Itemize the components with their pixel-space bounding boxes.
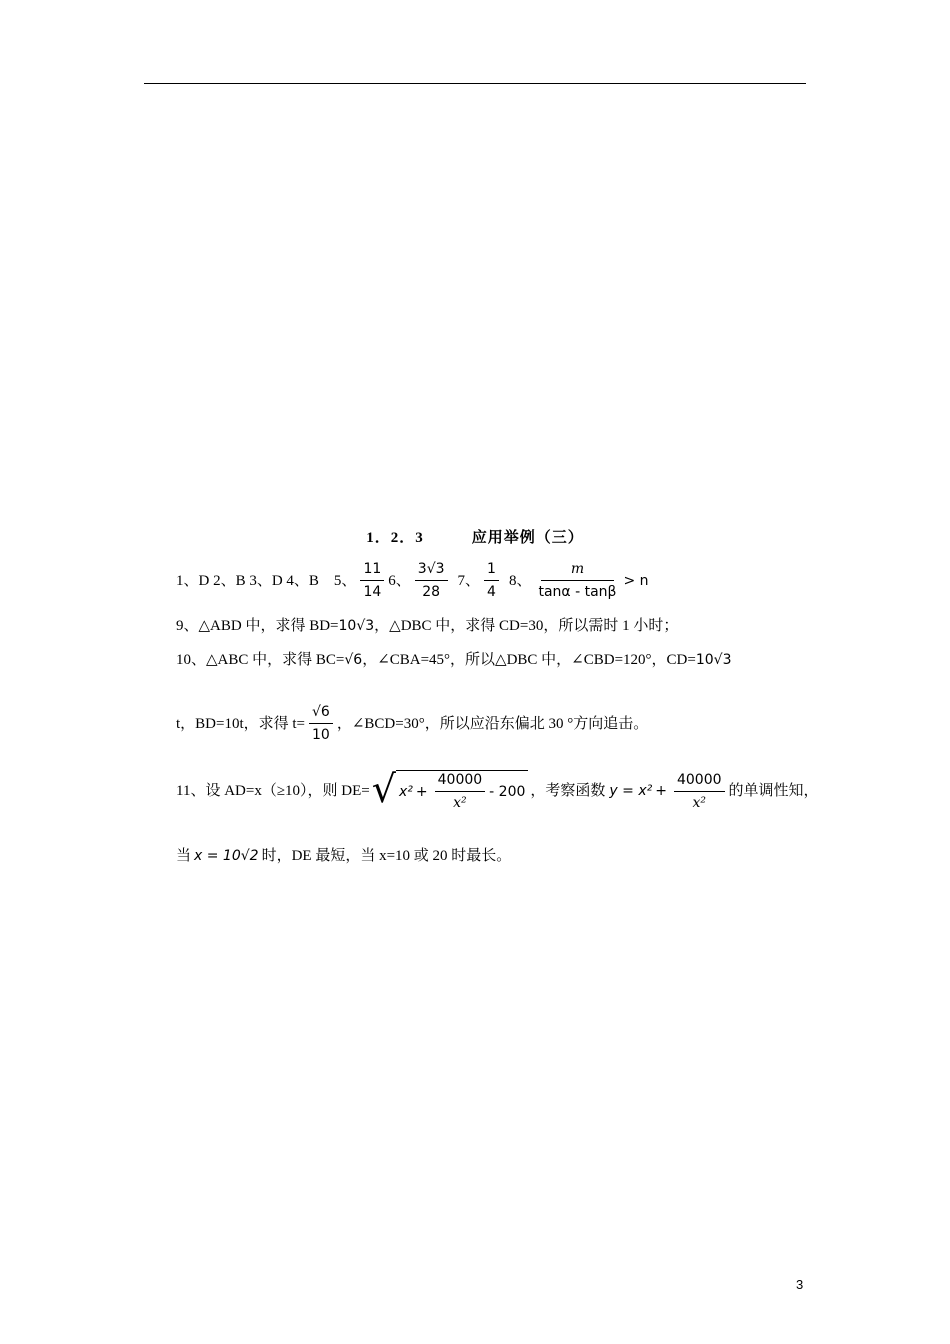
math-x-value: x = 10√2 xyxy=(194,848,259,864)
line4-text-a: t，BD=10t，求得 t= xyxy=(176,715,306,732)
fraction-function-y xyxy=(674,771,725,812)
line2-text-a: 9、△ABD 中，求得 BD= xyxy=(176,618,339,634)
line3-text-a: 10、△ABC 中，求得 BC= xyxy=(176,652,345,668)
line4-text-b: ，∠BCD=30°，所以应沿东偏北 30 °方向追击。 xyxy=(336,715,649,732)
denominator: x² xyxy=(453,795,467,811)
fraction-answer-7 xyxy=(484,560,499,601)
math-bd-value: 10√3 xyxy=(338,618,375,634)
math-cd-value: 10√3 xyxy=(695,652,732,668)
line6-text-b: 时，DE 最短，当 x=10 或 20 时最长。 xyxy=(261,848,512,864)
answer-line-2 xyxy=(176,616,678,636)
plus-sign: + xyxy=(655,783,667,799)
denominator: 4 xyxy=(487,584,496,600)
fraction-answer-6 xyxy=(415,560,448,601)
numerator: 40000 xyxy=(435,771,486,792)
numerator: 11 xyxy=(360,560,384,581)
answer-line-5 xyxy=(176,767,819,812)
section-title: 应用举例（三） xyxy=(471,530,584,546)
section-number: 1．2．3 xyxy=(366,530,424,546)
radicand-term-1: x² xyxy=(398,783,413,800)
answer-line-1 xyxy=(176,560,649,601)
numerator: 3√3 xyxy=(415,560,448,581)
radicand-term-3: - 200 xyxy=(489,783,526,800)
denominator: 28 xyxy=(422,584,441,600)
answer-8-label: 8、 xyxy=(508,572,532,589)
fraction-answer-5 xyxy=(360,560,384,601)
denominator: tanα - tanβ xyxy=(538,584,617,600)
line5-text-b: ，考察函数 xyxy=(530,783,606,799)
answer-line-6 xyxy=(176,846,511,866)
line5-text-c: 的单调性知， xyxy=(728,783,819,799)
function-y-left: y = x² xyxy=(609,783,653,799)
sqrt-expression xyxy=(371,767,529,812)
denominator: 10 xyxy=(312,727,330,743)
answers-1-5: 1、D 2、B 3、D 4、B 5、 xyxy=(176,572,357,589)
line5-text-a: 11、设 AD=x（≥10），则 DE= xyxy=(176,783,370,799)
numerator: 1 xyxy=(484,560,499,581)
fraction-40000-x2 xyxy=(435,771,486,812)
plus-sign: + xyxy=(415,783,428,800)
radicand xyxy=(396,770,528,812)
denominator: x² xyxy=(692,794,707,811)
radical-sign: √ xyxy=(371,767,396,811)
answer-line-4 xyxy=(176,703,648,744)
answer-6-label: 6、 xyxy=(388,572,411,589)
line6-text-a: 当 xyxy=(176,848,192,864)
answer-7-label: 7、 xyxy=(457,572,481,589)
answer-line-3 xyxy=(176,650,732,670)
numerator: 40000 xyxy=(674,771,725,792)
line3-text-b: ，∠CBA=45°，所以△DBC 中，∠CBD=120°，CD= xyxy=(362,652,696,668)
fraction-t xyxy=(309,703,333,744)
section-heading xyxy=(0,526,950,547)
numerator: √6 xyxy=(309,703,333,724)
inequality-tail: > n xyxy=(623,572,649,589)
numerator: m xyxy=(541,560,614,581)
fraction-answer-8 xyxy=(535,560,619,601)
header-rule xyxy=(144,83,806,84)
line2-text-b: ，△DBC 中，求得 CD=30，所以需时 1 小时； xyxy=(374,618,679,634)
denominator: 14 xyxy=(363,584,382,600)
math-bc-value: √6 xyxy=(344,652,363,668)
page-number: 3 xyxy=(796,1277,804,1292)
